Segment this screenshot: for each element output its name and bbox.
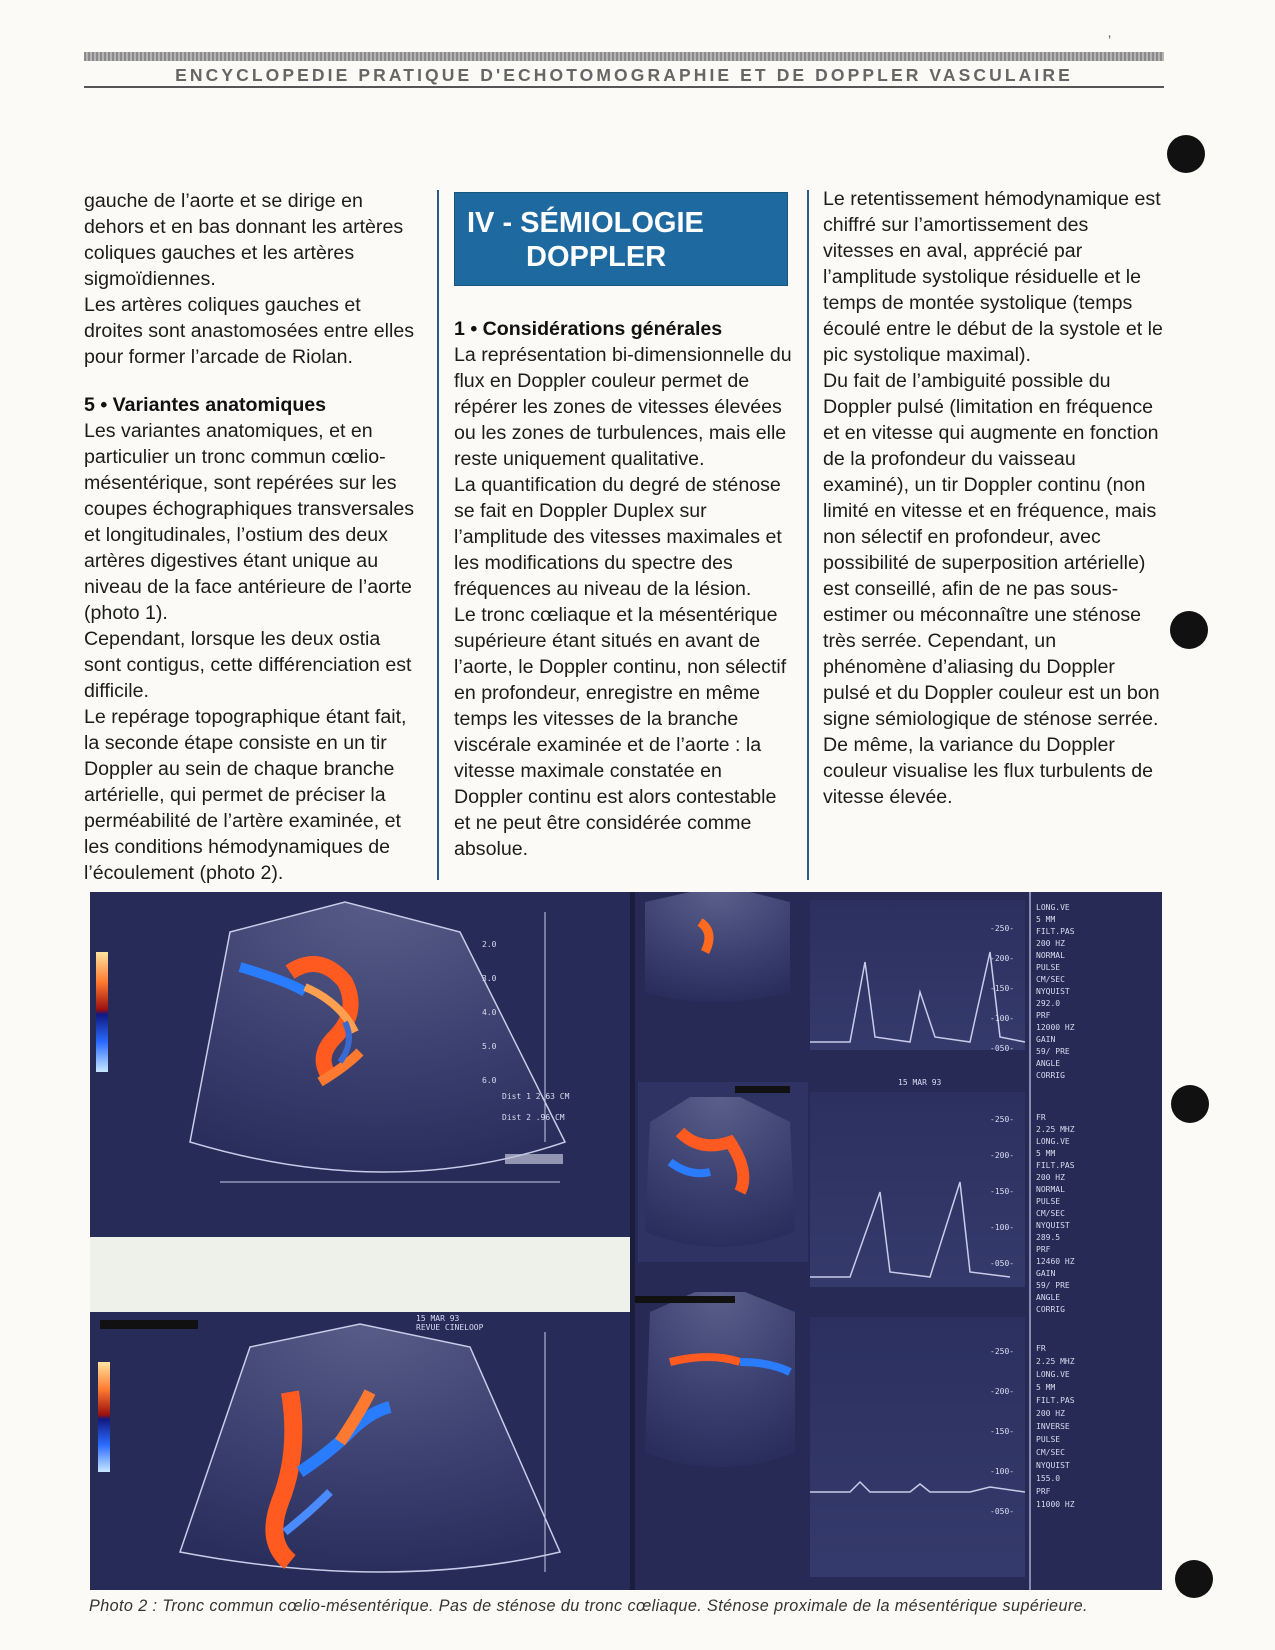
color-scale-bar bbox=[96, 952, 108, 1072]
figure-caption: Photo 2 : Tronc commun cœlio-mésentérique. Pas de sténose du tronc cœliaque. Sténose proximale de la mésentérique supérieure. bbox=[89, 1597, 1088, 1615]
scan-sector bbox=[645, 892, 790, 1002]
binder-hole bbox=[1171, 1085, 1209, 1123]
date-readout: 15 MAR 93 bbox=[898, 1078, 942, 1087]
column-3 bbox=[823, 186, 1163, 810]
subheading-considerations: 1 • Considérations générales bbox=[454, 318, 723, 340]
column-2 bbox=[454, 316, 794, 862]
subheading-variantes: 5 • Variantes anatomiques bbox=[84, 394, 327, 416]
header-pattern-bar bbox=[84, 52, 1164, 61]
paragraph: gauche de l’aorte et se dirige en dehors et en bas donnant les artères coliques gauches et les artères sigmoïdiennes. bbox=[84, 190, 404, 290]
scan-sector bbox=[645, 1097, 795, 1247]
panel-gap bbox=[90, 1237, 630, 1312]
column-divider bbox=[807, 190, 809, 880]
paragraph: La représentation bi-dimensionnelle du flux en Doppler couleur permet de répérer les zones de vitesses élevées ou les zones de turbulences, mais elle reste uniquement qualitative. bbox=[454, 344, 792, 470]
redaction-bar bbox=[100, 1320, 198, 1329]
running-title: ENCYCLOPEDIE PRATIQUE D'ECHOTOMOGRAPHIE ET DE DOPPLER VASCULAIRE bbox=[175, 65, 1073, 85]
paragraph: Cependant, lorsque les deux ostia sont contigus, cette différenciation est difficile. bbox=[84, 628, 412, 702]
page-mark: ’ bbox=[1108, 32, 1112, 48]
header-rule bbox=[84, 86, 1164, 88]
scan-sector bbox=[645, 1292, 795, 1467]
binder-hole bbox=[1167, 135, 1205, 173]
paragraph: La quantification du degré de sténose se fait en Doppler Duplex sur l’amplitude des vitesses maximales et les modifications du spectre des fréquences au niveau de la lésion. bbox=[454, 474, 782, 600]
redaction-bar bbox=[635, 1296, 735, 1303]
running-header bbox=[84, 52, 1164, 88]
paragraph: Les variantes anatomiques, et en particulier un tronc commun cœlio-mésentérique, sont repérées sur les coupes échographiques transversales et longitudinales, l’ostium des deux artères digestives étant unique au niveau de la face antérieure de l’aorte (photo 1). bbox=[84, 420, 415, 624]
velocity-scale: -250- -200- -150- -100- -050- bbox=[990, 1347, 1015, 1516]
doppler-figure bbox=[90, 892, 1162, 1590]
section-title-box bbox=[454, 192, 788, 286]
paragraph: Le retentissement hémodynamique est chiffré sur l’amortissement des vitesses en aval, apprécié par l’amplitude systolique résiduelle et le temps de montée systolique (temps écoulé entre le début de la systole et le pic systolique maximal). bbox=[823, 188, 1163, 366]
velocity-scale: -250- -200- -150- -100- -050- bbox=[990, 1115, 1015, 1268]
velocity-scale: -250- -200- -150- -100- -050- bbox=[990, 924, 1015, 1053]
color-scale-bar bbox=[98, 1362, 110, 1472]
redaction-bar bbox=[735, 1086, 790, 1093]
section-title-line-2: DOPPLER bbox=[526, 241, 667, 273]
parameter-panel: LONG.VE 5 MM FILT.PAS 200 HZ NORMAL PULSE CM/SEC NYQUIST 292.0 PRF 12000 HZ GAIN 59/ PRE ANGLE CORRIG bbox=[1036, 903, 1075, 1080]
binder-hole bbox=[1175, 1560, 1213, 1598]
paragraph: Le repérage topographique étant fait, la seconde étape consiste en un tir Doppler au sein de chaque branche artérielle, qui permet de préciser la perméabilité de l’artère examinée, et les conditions hémodynamiques de l’écoulement (photo 2). bbox=[84, 706, 407, 884]
distance-readout: Dist 1 2.63 CM Dist 2 .96 CM bbox=[502, 1092, 570, 1122]
parameter-panel: FR 2.25 MHZ LONG.VE 5 MM FILT.PAS 200 HZ NORMAL PULSE CM/SEC NYQUIST 289.5 PRF 12460 HZ GAIN 59/ PRE ANGLE CORRIG bbox=[1036, 1113, 1075, 1314]
column-divider bbox=[437, 190, 439, 880]
depth-scale: 2.0 3.0 4.0 5.0 6.0 bbox=[482, 940, 497, 1085]
cineloop-header: 15 MAR 93 REVUE CINELOOP bbox=[416, 1314, 484, 1332]
section-title-line-1: IV - SÉMIOLOGIE bbox=[467, 207, 704, 239]
column-1 bbox=[84, 188, 420, 886]
paragraph: De même, la variance du Doppler couleur visualise les flux turbulents de vitesse élevée. bbox=[823, 734, 1154, 808]
paragraph: Du fait de l’ambiguité possible du Doppler pulsé (limitation en fréquence et en vitesse qui augmente en fonction de la profondeur du vaisseau examiné), un tir Doppler continu (non limité en vitesse et en fréquence, mais non sélectif en profondeur, avec possibilité de superposition artérielle) est conseillé, afin de ne pas sous-estimer ou méconnaître une sténose très serrée. Cependant, un phénomène d’aliasing du Doppler pulsé et du Doppler couleur est un bon signe sémiologique de sténose serrée. bbox=[823, 370, 1160, 730]
paragraph: Le tronc cœliaque et la mésentérique supérieure étant situés en avant de l’aorte, le Doppler continu, non sélectif en profondeur, enregistre en même temps les vitesses de la branche viscérale examinée et de l’aorte : la vitesse maximale constatée en Doppler continu est alors contestable et ne peut être considérée comme absolue. bbox=[454, 604, 787, 860]
paragraph: Les artères coliques gauches et droites sont anastomosées entre elles pour former l’arcade de Riolan. bbox=[84, 294, 415, 368]
binder-hole bbox=[1170, 611, 1208, 649]
parameter-panel: FR 2.25 MHZ LONG.VE 5 MM FILT.PAS 200 HZ INVERSE PULSE CM/SEC NYQUIST 155.0 PRF 11000 HZ bbox=[1036, 1344, 1075, 1509]
